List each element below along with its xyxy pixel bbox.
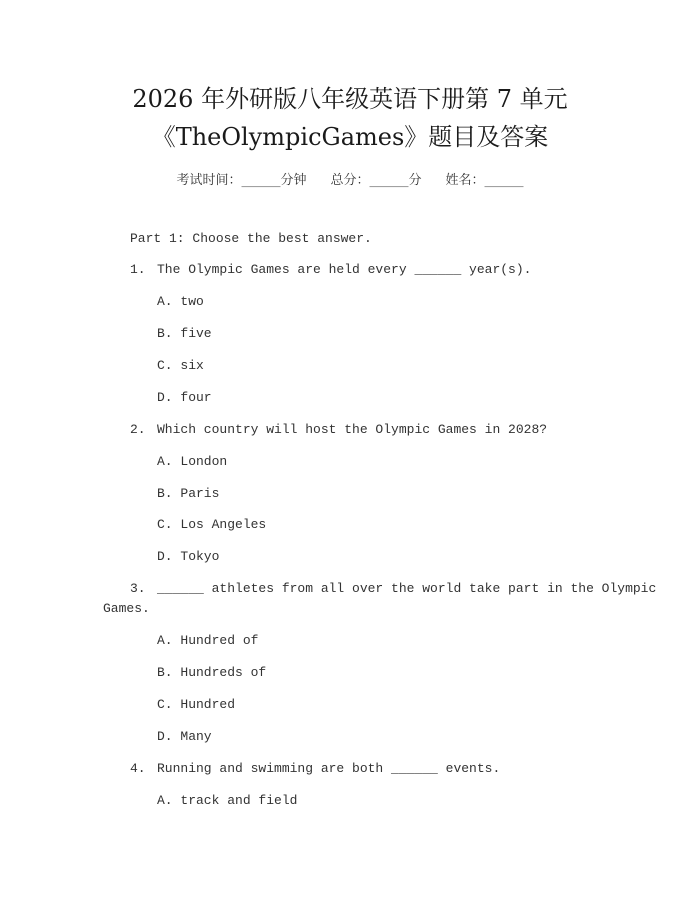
question-number: 2. bbox=[130, 422, 146, 437]
answer-option: B. Paris bbox=[157, 486, 220, 501]
question-text-continued: Games. bbox=[103, 601, 150, 616]
answer-option: C. Los Angeles bbox=[157, 517, 267, 532]
answer-option: C. Hundred bbox=[157, 697, 236, 712]
answer-option: D. four bbox=[157, 390, 212, 405]
answer-option: A. track and field bbox=[157, 793, 298, 808]
page-title-line2: 《TheOlympicGames》题目及答案 bbox=[151, 123, 549, 151]
question-text: ______ athletes from all over the world take part in the Olympic bbox=[157, 581, 657, 596]
answer-option: A. two bbox=[157, 294, 204, 309]
question-number: 4. bbox=[130, 761, 146, 776]
question-number: 3. bbox=[130, 581, 146, 596]
answer-option: C. six bbox=[157, 358, 204, 373]
exam-meta bbox=[0, 169, 700, 188]
answer-option: A. Hundred of bbox=[157, 633, 259, 648]
question-text: Running and swimming are both ______ events. bbox=[157, 761, 501, 776]
total-score-field: 总分：______分 bbox=[330, 173, 422, 188]
answer-option: D. Many bbox=[157, 729, 212, 744]
page-title-line1: 2026 年外研版八年级英语下册第 7 单元 bbox=[132, 85, 568, 113]
part-heading: Part 1: Choose the best answer. bbox=[130, 231, 372, 246]
answer-option: A. London bbox=[157, 454, 228, 469]
student-name-field: 姓名：______ bbox=[445, 173, 524, 188]
answer-option: B. five bbox=[157, 326, 212, 341]
question-text: Which country will host the Olympic Games in 2028? bbox=[157, 422, 548, 437]
exam-time-field: 考试时间：______分钟 bbox=[176, 173, 307, 188]
question-text: The Olympic Games are held every ______ year(s). bbox=[157, 262, 532, 277]
question-number: 1. bbox=[130, 262, 146, 277]
answer-option: D. Tokyo bbox=[157, 549, 220, 564]
answer-option: B. Hundreds of bbox=[157, 665, 267, 680]
